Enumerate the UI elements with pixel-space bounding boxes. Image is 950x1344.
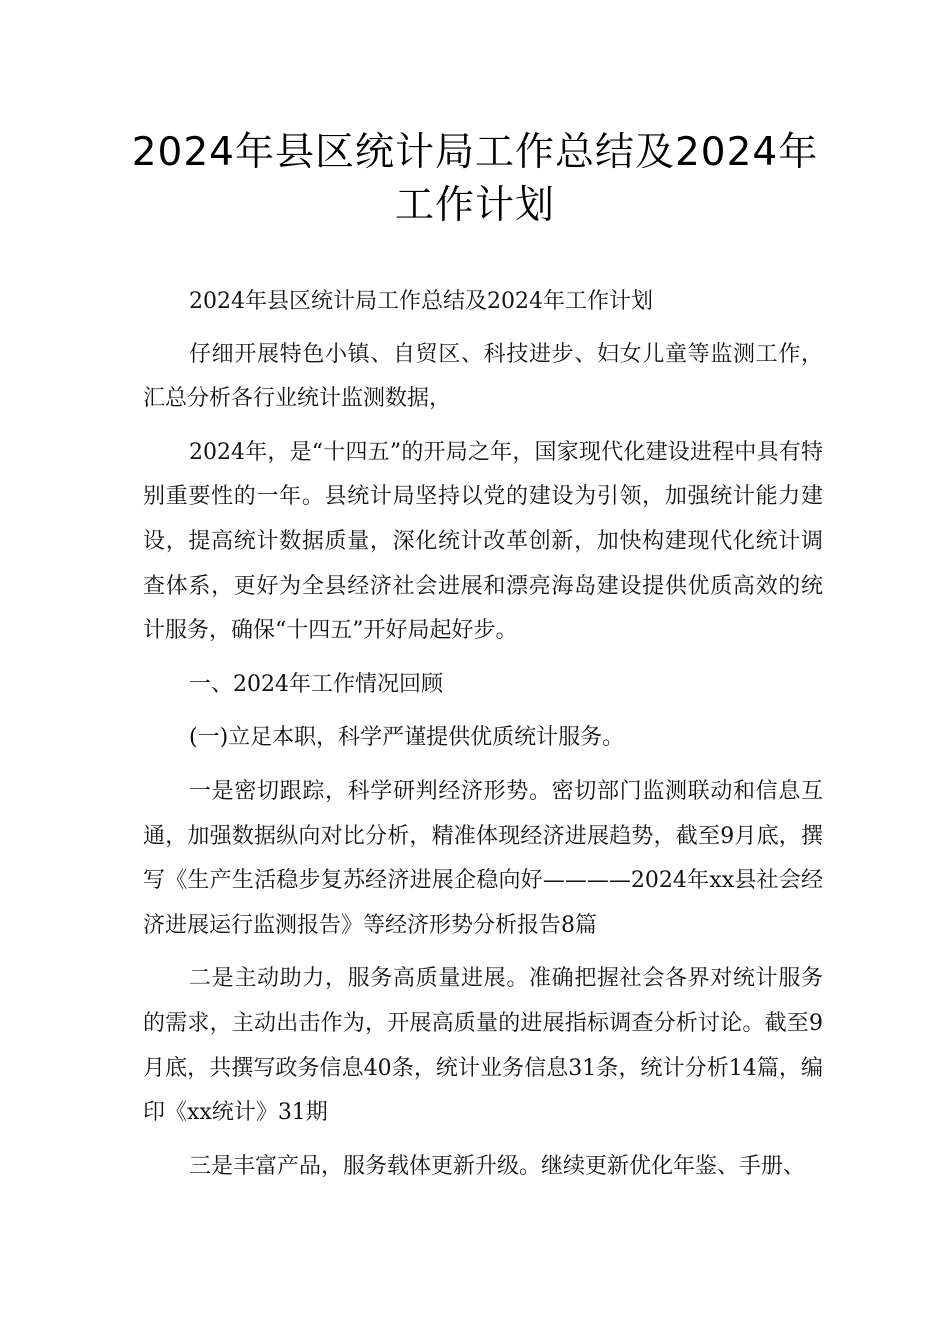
- title-line-2: 工作计划: [394, 183, 555, 228]
- section-heading-review: 一、2024年工作情况回顾: [189, 671, 443, 697]
- paragraph-subtitle: 2024年县区统计局工作总结及2024年工作计划: [189, 289, 653, 314]
- document-body: [143, 280, 823, 1189]
- title-line-1: 2024年县区统计局工作总结及2024年: [131, 130, 819, 175]
- document-title: [100, 126, 850, 232]
- paragraph-point-2: 二是主动助力，服务高质量进展。准确把握社会各界对统计服务的需求，主动出击作为，开展高质量的进展指标调查分析讨论。截至9月底，共撰写政务信息40条，统计业务信息31条，统计分析14篇，编印《xx统计》31期: [143, 966, 823, 1126]
- paragraph-monitoring: 仔细开展特色小镇、自贸区、科技进步、妇女儿童等监测工作，汇总分析各行业统计监测数据，: [143, 341, 823, 412]
- paragraph-point-3: 三是丰富产品，服务载体更新升级。继续更新优化年鉴、手册、: [189, 1153, 806, 1179]
- subsection-heading-1: (一)立足本职，科学严谨提供优质统计服务。: [189, 725, 625, 751]
- paragraph-point-1: 一是密切跟踪，科学研判经济形势。密切部门监测联动和信息互通，加强数据纵向对比分析，精准体现经济进展趋势，截至9月底，撰写《生产生活稳步复苏经济进展企稳向好————2024年xx县社会经济进展运行监测报告》等经济形势分析报告8篇: [143, 778, 823, 938]
- paragraph-intro: 2024年，是“十四五”的开局之年，国家现代化建设进程中具有特别重要性的一年。县统计局坚持以党的建设为引领，加强统计能力建设，提高统计数据质量，深化统计改革创新，加快构建现代化统计调查体系，更好为全县经济社会进展和漂亮海岛建设提供优质高效的统计服务，确保“十四五”开好局起好步。: [143, 439, 823, 644]
